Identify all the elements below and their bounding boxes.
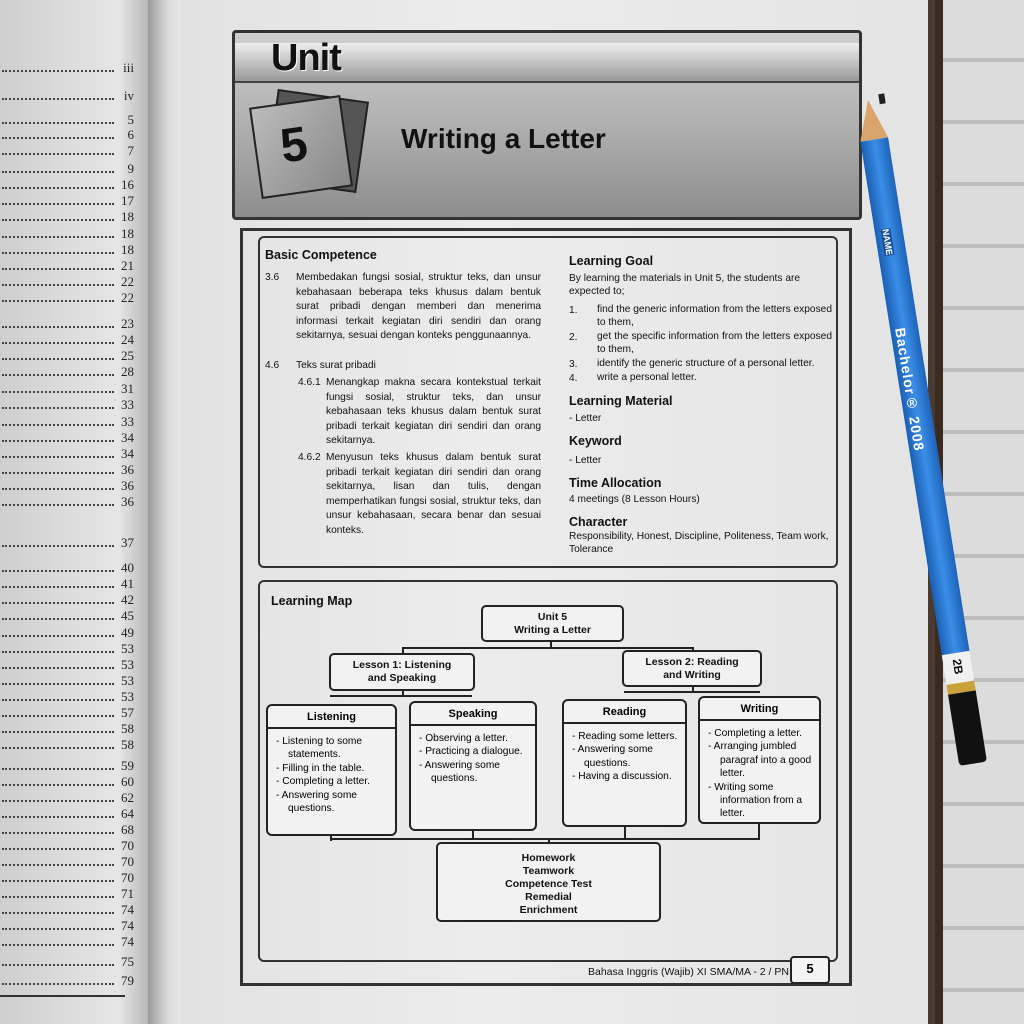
pencil-grade: 2B [949, 657, 966, 676]
toc-page-number: 58 [121, 737, 134, 752]
toc-row [0, 675, 138, 689]
toc-leader-dots [2, 896, 114, 898]
competence-4-6-text: Teks surat pribadi [296, 360, 376, 371]
toc-row [0, 643, 138, 657]
toc-row [0, 480, 138, 494]
toc-page-number: 36 [121, 478, 134, 493]
lesson-1-node [329, 653, 475, 691]
toc-leader-dots [2, 153, 114, 155]
toc-page-number: 45 [121, 608, 134, 623]
toc-row [0, 62, 138, 76]
lesson-1-line-2: and Speaking [367, 672, 437, 684]
toc-leader-dots [2, 635, 114, 637]
toc-page-number: 62 [121, 790, 134, 805]
toc-row [0, 448, 138, 462]
toc-row [0, 904, 138, 918]
root-line-1: Unit 5 [537, 611, 568, 623]
toc-leader-dots [2, 488, 114, 490]
toc-leader-dots [2, 731, 114, 733]
toc-page-number: 24 [121, 332, 134, 347]
connector [758, 822, 760, 838]
toc-page-number: 22 [121, 274, 134, 289]
toc-row [0, 776, 138, 790]
toc-row [0, 432, 138, 446]
toc-page-number: 34 [121, 430, 134, 445]
listening-card [266, 704, 397, 836]
toc-leader-dots [2, 964, 114, 966]
pencil-name-label: NAME [880, 228, 895, 256]
time-allocation-text: 4 meetings (8 Lesson Hours) [569, 494, 700, 505]
toc-leader-dots [2, 784, 114, 786]
toc-page-number: 34 [121, 446, 134, 461]
toc-row [0, 872, 138, 886]
unit-number-card [249, 95, 353, 199]
toc-page-number: 60 [121, 774, 134, 789]
pencil-brand: Bachelor® 2008 [892, 326, 928, 453]
toc-row [0, 496, 138, 510]
toc-leader-dots [2, 683, 114, 685]
pencil-tip [854, 98, 888, 142]
assessment-item: Teamwork [522, 865, 575, 877]
toc-page-number: 75 [121, 954, 134, 969]
toc-row [0, 399, 138, 413]
activity-item: - Answering some questions. [419, 759, 500, 785]
toc-page-number: 16 [121, 177, 134, 192]
pencil-grade-band [942, 651, 974, 685]
toc-page-number: 68 [121, 822, 134, 837]
toc-page-number: 74 [121, 902, 134, 917]
reading-title: Reading [564, 701, 685, 724]
toc-row [0, 920, 138, 934]
brick-wall-background [935, 0, 1024, 1024]
toc-leader-dots [2, 880, 114, 882]
toc-leader-dots [2, 236, 114, 238]
lesson-2-line-2: and Writing [663, 669, 721, 681]
learning-goal-item: identify the generic structure of a personal letter. [597, 358, 815, 369]
toc-leader-dots [2, 171, 114, 173]
learning-goal-item: find the generic information from the letters exposed to them, [597, 304, 833, 328]
toc-row [0, 416, 138, 430]
toc-leader-dots [2, 768, 114, 770]
toc-row [0, 691, 138, 705]
toc-row [0, 956, 138, 970]
toc-leader-dots [2, 358, 114, 360]
toc-leader-dots [2, 391, 114, 393]
toc-leader-dots [2, 832, 114, 834]
activity-item: - Answering some questions. [276, 789, 357, 815]
connector [402, 647, 694, 649]
toc-row [0, 562, 138, 576]
toc-leader-dots [2, 586, 114, 588]
toc-page-number: 42 [121, 592, 134, 607]
page-footer: Bahasa Inggris (Wajib) XI SMA/MA - 2 / PN [588, 966, 789, 978]
connector [330, 838, 760, 840]
toc-row [0, 856, 138, 870]
toc-page-number: 6 [127, 127, 134, 142]
toc-page-number: 22 [121, 290, 134, 305]
toc-row [0, 610, 138, 624]
writing-title: Writing [700, 698, 819, 721]
toc-page-number: 40 [121, 560, 134, 575]
toc-page-number: 25 [121, 348, 134, 363]
toc-leader-dots [2, 983, 114, 985]
toc-page-number: 53 [121, 673, 134, 688]
learning-goal-item: write a personal letter. [597, 372, 697, 383]
toc-row [0, 578, 138, 592]
learning-goal-number: 1. [569, 305, 578, 316]
toc-row [0, 594, 138, 608]
speaking-card [409, 701, 537, 831]
toc-leader-dots [2, 618, 114, 620]
learning-map-heading: Learning Map [271, 594, 353, 608]
toc-leader-dots [2, 504, 114, 506]
toc-row [0, 464, 138, 478]
competence-3-6-text: Membedakan fungsi sosial, struktur teks, dan unsur kebahasaan beberapa teks khusus dalam bentuk surat pribadi dengan memberi dan menerima informasi terkait kegiatan diri sendiri dan orang sekitarnya, sesuai dengan konteks penggunaannya. [296, 272, 541, 342]
lesson-2-node [622, 650, 762, 687]
toc-row [0, 114, 138, 128]
toc-row [0, 808, 138, 822]
toc-page-number: 59 [121, 758, 134, 773]
toc-page-number: 36 [121, 462, 134, 477]
toc-page-number: 9 [127, 161, 134, 176]
toc-row [0, 936, 138, 950]
toc-page-number: 53 [121, 657, 134, 672]
activity-item: - Completing a letter. [708, 728, 802, 739]
toc-page-number: 37 [121, 535, 134, 550]
toc-row [0, 383, 138, 397]
toc-page-number: 18 [121, 226, 134, 241]
map-root-node [481, 605, 624, 642]
toc-row [0, 537, 138, 551]
toc-page-number: 49 [121, 625, 134, 640]
activity-item: - Listening to some statements. [276, 736, 363, 761]
toc-page-number: 18 [121, 209, 134, 224]
toc-page-number: 18 [121, 242, 134, 257]
speaking-title: Speaking [411, 703, 535, 726]
writing-list [706, 727, 819, 821]
learning-goal-number: 2. [569, 332, 578, 343]
toc-page-number: 33 [121, 397, 134, 412]
toc-leader-dots [2, 374, 114, 376]
toc-leader-dots [2, 98, 114, 100]
toc-row [0, 723, 138, 737]
competence-3-6-number: 3.6 [265, 272, 280, 283]
toc-page-number: 64 [121, 806, 134, 821]
competence-4-6-1-number: 4.6.1 [298, 377, 321, 388]
toc-page-number: 79 [121, 973, 134, 988]
toc-row [0, 739, 138, 753]
activity-item: - Arranging jumbled paragraf into a good letter. [708, 741, 812, 780]
toc-row [0, 179, 138, 193]
activity-item: - Practicing a dialogue. [419, 746, 523, 758]
toc-leader-dots [2, 440, 114, 442]
reading-card [562, 699, 687, 827]
competence-4-6-2-number: 4.6.2 [298, 452, 321, 463]
toc-bottom-rule [0, 995, 125, 997]
assessment-item: Competence Test [505, 878, 592, 890]
learning-goal-number: 4. [569, 373, 578, 384]
toc-leader-dots [2, 456, 114, 458]
toc-row [0, 211, 138, 225]
toc-page-number: 23 [121, 316, 134, 331]
toc-page-number: 36 [121, 494, 134, 509]
toc-row [0, 707, 138, 721]
unit-number: 5 [277, 117, 311, 174]
toc-row [0, 129, 138, 143]
toc-leader-dots [2, 912, 114, 914]
learning-goal-item: get the specific information from the letters exposed to them, [597, 331, 832, 355]
toc-row [0, 292, 138, 306]
toc-row [0, 260, 138, 274]
toc-leader-dots [2, 268, 114, 270]
time-allocation-heading: Time Allocation [569, 476, 662, 490]
toc-row [0, 195, 138, 209]
learning-goal-intro: By learning the materials in Unit 5, the students are expected to; [569, 273, 801, 297]
activity-item: - Writing some information from a letter. [708, 781, 803, 820]
toc-leader-dots [2, 816, 114, 818]
basic-competence-heading: Basic Competence [265, 248, 377, 262]
toc-leader-dots [2, 300, 114, 302]
toc-leader-dots [2, 667, 114, 669]
learning-goal-number: 3. [569, 359, 578, 370]
toc-leader-dots [2, 715, 114, 717]
toc-page-number: 7 [127, 143, 134, 158]
activity-item: - Filling in the table. [276, 762, 365, 774]
lesson-1-line-1: Lesson 1: Listening [352, 659, 452, 671]
toc-row [0, 760, 138, 774]
toc-row [0, 276, 138, 290]
toc-row [0, 163, 138, 177]
toc-page-number: 21 [121, 258, 134, 273]
keyword-heading: Keyword [569, 434, 622, 448]
toc-leader-dots [2, 602, 114, 604]
competence-4-6-1-text: Menangkap makna secara kontekstual terkait fungsi sosial, struktur teks, dan unsur kebahasaan teks khusus dalam bentuk surat pribadi terkait kegiatan diri sendiri dan orang sekitarnya. [326, 377, 541, 447]
toc-row [0, 334, 138, 348]
toc-row [0, 350, 138, 364]
toc-leader-dots [2, 70, 114, 72]
toc-leader-dots [2, 424, 114, 426]
unit-title: Writing a Letter [401, 123, 606, 154]
connector [624, 826, 626, 838]
toc-row [0, 318, 138, 332]
toc-row [0, 659, 138, 673]
character-text: Responsibility, Honest, Discipline, Politeness, Team work, Tolerance [569, 531, 829, 555]
assessment-node [436, 842, 661, 922]
toc-leader-dots [2, 699, 114, 701]
keyword-item: - Letter [569, 455, 602, 466]
toc-leader-dots [2, 864, 114, 866]
toc-leader-dots [2, 651, 114, 653]
page-number: 5 [790, 956, 830, 984]
toc-page-number: 70 [121, 870, 134, 885]
left-page-toc [0, 0, 148, 1024]
lesson-2-line-1: Lesson 2: Reading [645, 656, 739, 668]
toc-page-number: 58 [121, 721, 134, 736]
activity-item: - Observing a letter. [419, 733, 508, 744]
toc-page-number: 17 [121, 193, 134, 208]
toc-row [0, 975, 138, 989]
assessment-item: Enrichment [519, 904, 578, 916]
competence-4-6-2-text: Menyusun teks khusus dalam bentuk surat pribadi terkait kegiatan diri sendiri dan orang sekitarnya, lisan dan tulis, dengan memperhatikan fungsi sosial, struktur teks, dan unsur kebahasaan, secara benar dan sesuai konteks. [326, 452, 541, 536]
toc-page-number: 5 [127, 112, 134, 127]
learning-material-heading: Learning Material [569, 394, 673, 408]
unit-header-banner [232, 30, 862, 220]
toc-leader-dots [2, 944, 114, 946]
toc-leader-dots [2, 252, 114, 254]
toc-leader-dots [2, 187, 114, 189]
toc-leader-dots [2, 137, 114, 139]
toc-row [0, 145, 138, 159]
toc-row [0, 627, 138, 641]
toc-row [0, 366, 138, 380]
speaking-list [417, 732, 535, 786]
toc-leader-dots [2, 570, 114, 572]
toc-leader-dots [2, 407, 114, 409]
toc-leader-dots [2, 545, 114, 547]
toc-leader-dots [2, 472, 114, 474]
toc-page-number: 57 [121, 705, 134, 720]
listening-list [274, 735, 395, 815]
connector [330, 695, 472, 697]
toc-page-number: 74 [121, 918, 134, 933]
toc-row [0, 792, 138, 806]
toc-page-number: 53 [121, 641, 134, 656]
toc-page-number: 33 [121, 414, 134, 429]
toc-leader-dots [2, 219, 114, 221]
book-gutter [148, 0, 180, 1024]
toc-page-number: 41 [121, 576, 134, 591]
toc-leader-dots [2, 122, 114, 124]
toc-page-number: 70 [121, 838, 134, 853]
toc-page-number: 31 [121, 381, 134, 396]
connector [624, 691, 760, 693]
toc-page-number: 74 [121, 934, 134, 949]
toc-row [0, 840, 138, 854]
toc-page-number: 71 [121, 886, 134, 901]
unit-label: Unit [271, 37, 341, 79]
learning-goal-heading: Learning Goal [569, 254, 654, 268]
activity-item: - Completing a letter. [276, 776, 370, 788]
toc-leader-dots [2, 342, 114, 344]
toc-page-number: iv [123, 88, 134, 103]
toc-leader-dots [2, 928, 114, 930]
toc-leader-dots [2, 326, 114, 328]
activity-item: - Reading some letters. [572, 731, 678, 742]
toc-page-number: 70 [121, 854, 134, 869]
activity-item: - Having a discussion. [572, 771, 672, 783]
toc-page-number: iii [123, 60, 134, 75]
assessment-item: Homework [521, 852, 576, 864]
activity-item: - Answering some questions. [572, 744, 653, 769]
toc-leader-dots [2, 800, 114, 802]
root-line-2: Writing a Letter [514, 624, 591, 636]
competence-4-6-number: 4.6 [265, 360, 280, 371]
toc-row [0, 888, 138, 902]
writing-card [698, 696, 821, 824]
toc-row [0, 244, 138, 258]
toc-leader-dots [2, 203, 114, 205]
toc-row [0, 90, 138, 104]
toc-page-number: 28 [121, 364, 134, 379]
assessment-item: Remedial [525, 891, 572, 903]
reading-list [570, 730, 685, 784]
toc-leader-dots [2, 747, 114, 749]
character-heading: Character [569, 515, 628, 529]
toc-leader-dots [2, 848, 114, 850]
toc-row [0, 824, 138, 838]
toc-row [0, 228, 138, 242]
toc-page-number: 53 [121, 689, 134, 704]
toc-leader-dots [2, 284, 114, 286]
learning-material-item: - Letter [569, 413, 602, 424]
listening-title: Listening [268, 706, 395, 729]
